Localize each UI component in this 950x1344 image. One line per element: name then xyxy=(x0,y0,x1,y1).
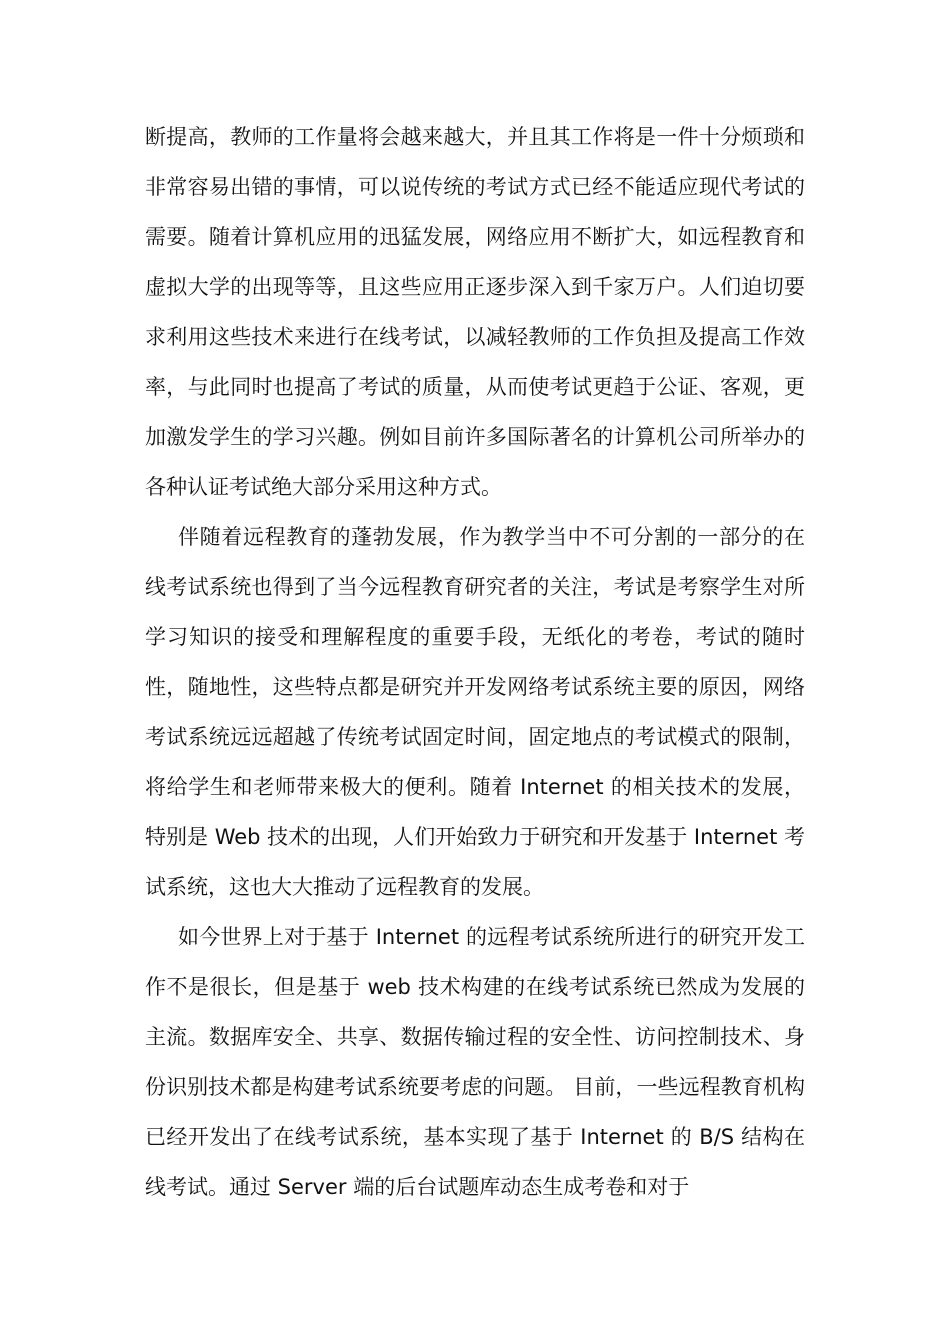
document-body xyxy=(145,112,805,1212)
paragraph-3: 如今世界上对于基于 Internet 的远程考试系统所进行的研究开发工作不是很长，但是基于 web 技术构建的在线考试系统已然成为发展的主流。数据库安全、共享、数据传输过程的安全性、访问控制技术、身份识别技术都是构建考试系统要考虑的问题。 目前，一些远程教育机构已经开发出了在线考试系统，基本实现了基于 Internet 的 B/S 结构在线考试。通过 Server 端的后台试题库动态生成考卷和对于 xyxy=(145,925,805,1199)
paragraph-1: 断提高，教师的工作量将会越来越大，并且其工作将是一件十分烦琐和非常容易出错的事情，可以说传统的考试方式已经不能适应现代考试的需要。随着计算机应用的迅猛发展，网络应用不断扩大，如远程教育和虚拟大学的出现等等，且这些应用正逐步深入到千家万户。人们迫切要求利用这些技术来进行在线考试，以减轻教师的工作负担及提高工作效率，与此同时也提高了考试的质量，从而使考试更趋于公证、客观，更加激发学生的学习兴趣。例如目前许多国际著名的计算机公司所举办的各种认证考试绝大部分采用这种方式。 xyxy=(145,125,805,499)
paragraph-2: 伴随着远程教育的蓬勃发展，作为教学当中不可分割的一部分的在线考试系统也得到了当今远程教育研究者的关注，考试是考察学生对所学习知识的接受和理解程度的重要手段，无纸化的考卷，考试的随时性，随地性，这些特点都是研究并开发网络考试系统主要的原因，网络考试系统远远超越了传统考试固定时间，固定地点的考试模式的限制，将给学生和老师带来极大的便利。随着 Internet 的相关技术的发展，特别是 Web 技术的出现，人们开始致力于研究和开发基于 Internet 考试系统，这也大大推动了远程教育的发展。 xyxy=(145,525,805,899)
